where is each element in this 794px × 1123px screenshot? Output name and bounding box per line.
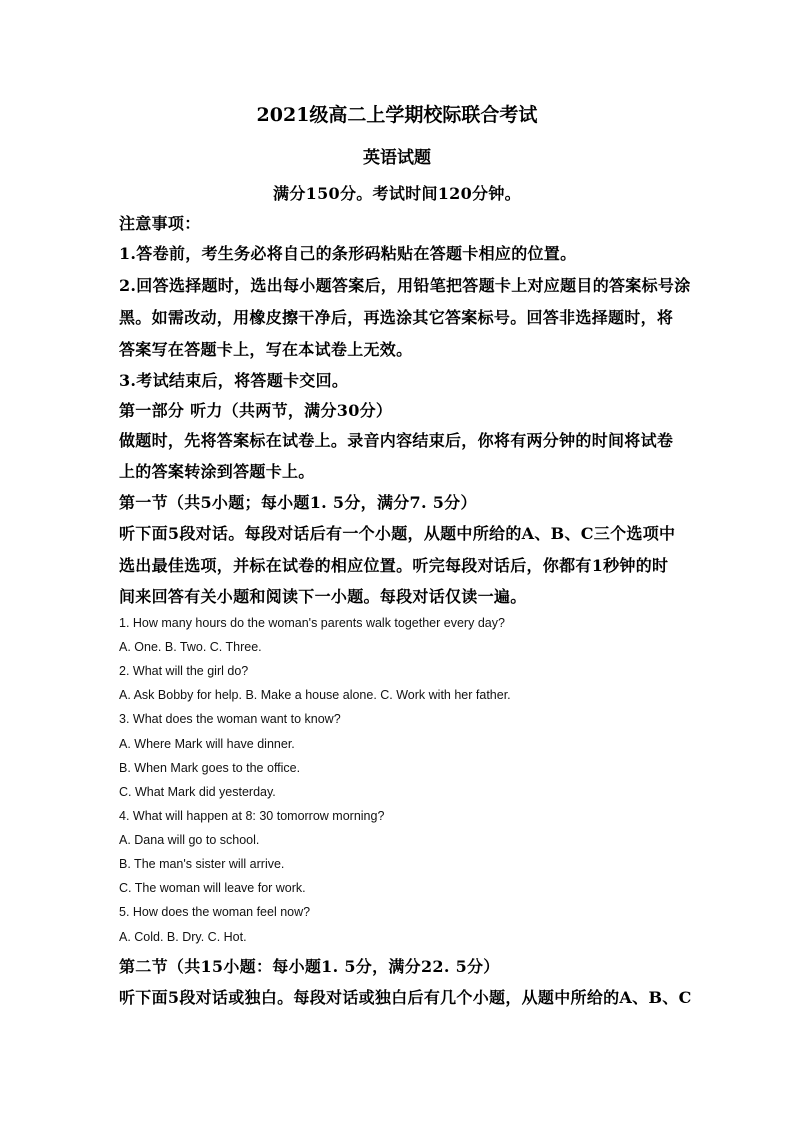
question-3: 3. What does the woman want to know?	[119, 712, 341, 726]
question-5-options: A. Cold. B. Dry. C. Hot.	[119, 930, 247, 944]
question-4-option-a: A. Dana will go to school.	[119, 833, 260, 847]
question-3-option-a: A. Where Mark will have dinner.	[119, 737, 295, 751]
note-item-2-line-1: 2.回答选择题时，选出每小题答案后，用铅笔把答题卡上对应题目的答案标号涂	[119, 276, 691, 295]
question-1: 1. How many hours do the woman's parents walk together every day?	[119, 616, 505, 630]
notes-heading: 注意事项：	[119, 214, 201, 233]
question-4: 4. What will happen at 8: 30 tomorrow morning?	[119, 809, 385, 823]
section1-intro-line-3: 间来回答有关小题和阅读下一小题。每段对话仅读一遍。	[119, 587, 527, 606]
question-1-options: A. One. B. Two. C. Three.	[119, 640, 262, 654]
part1-intro-line-1: 做题时，先将答案标在试卷上。录音内容结束后，你将有两分钟的时间将试卷	[119, 431, 674, 450]
exam-info: 满分150分。考试时间120分钟。	[273, 184, 521, 203]
section2-intro-line-1: 听下面5段对话或独白。每段对话或独白后有几个小题，从题中所给的A、B、C	[119, 988, 692, 1007]
question-4-option-b: B. The man's sister will arrive.	[119, 857, 285, 871]
note-item-2-line-3: 答案写在答题卡上，写在本试卷上无效。	[119, 340, 413, 359]
exam-subtitle: 英语试题	[363, 148, 431, 168]
part1-heading: 第一部分 听力（共两节，满分30分）	[119, 401, 393, 420]
question-2: 2. What will the girl do?	[119, 664, 249, 678]
section1-intro-line-2: 选出最佳选项，并标在试卷的相应位置。听完每段对话后，你都有1秒钟的时	[119, 556, 669, 575]
section1-intro-line-1: 听下面5段对话。每段对话后有一个小题，从题中所给的A、B、C三个选项中	[119, 524, 676, 543]
question-3-option-b: B. When Mark goes to the office.	[119, 761, 301, 775]
question-3-option-c: C. What Mark did yesterday.	[119, 785, 276, 799]
section2-heading: 第二节（共15小题：每小题1. 5分，满分22. 5分）	[119, 957, 500, 976]
exam-title: 2021级高二上学期校际联合考试	[256, 104, 538, 126]
note-item-2-line-2: 黑。如需改动，用橡皮擦干净后，再选涂其它答案标号。回答非选择题时，将	[119, 308, 674, 327]
part1-intro-line-2: 上的答案转涂到答题卡上。	[119, 462, 315, 481]
section1-heading: 第一节（共5小题；每小题1. 5分，满分7. 5分）	[119, 493, 477, 512]
question-2-options: A. Ask Bobby for help. B. Make a house alone. C. Work with her father.	[119, 688, 511, 702]
question-4-option-c: C. The woman will leave for work.	[119, 881, 306, 895]
note-item-3: 3.考试结束后，将答题卡交回。	[119, 371, 349, 390]
question-5: 5. How does the woman feel now?	[119, 905, 311, 919]
note-item-1: 1.答卷前，考生务必将自己的条形码粘贴在答题卡相应的位置。	[119, 244, 577, 263]
